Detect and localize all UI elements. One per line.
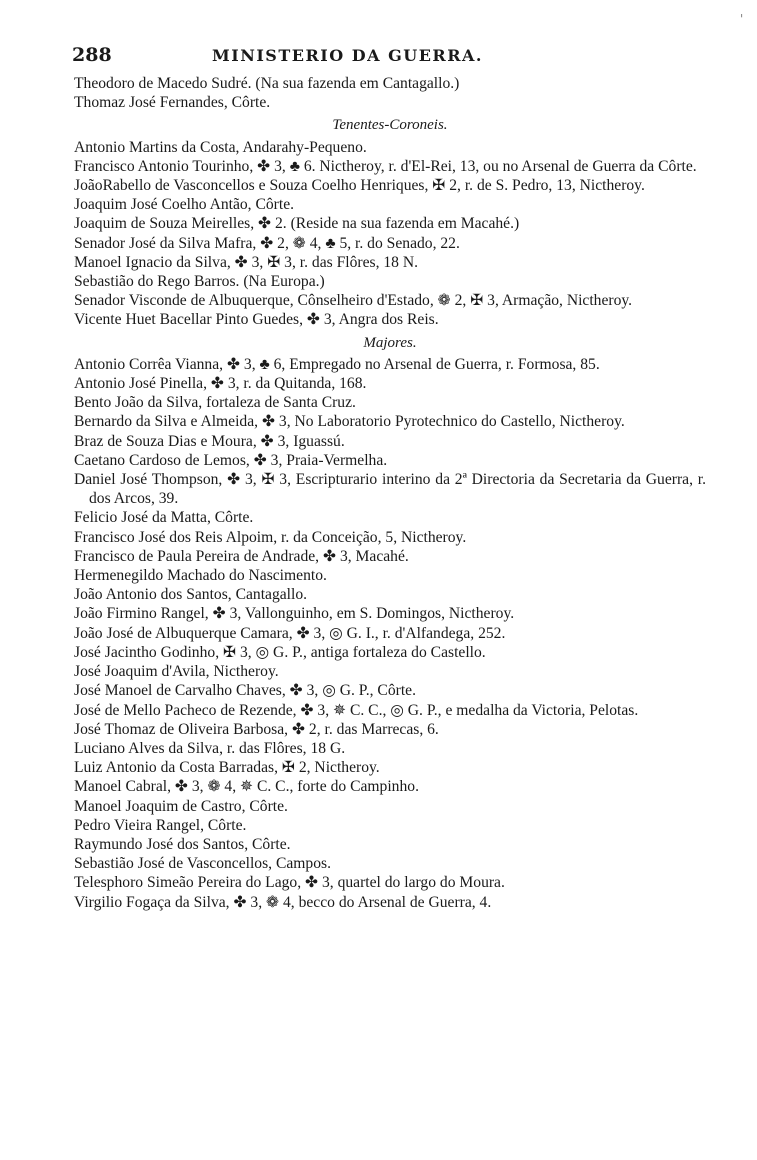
roster-entry: Luciano Alves da Silva, r. das Flôres, 18 G. xyxy=(74,739,346,757)
roster-entry: Antonio José Pinella, ✤ 3, r. da Quitanda, 168. xyxy=(74,375,367,393)
roster-entry: Pedro Vieira Rangel, Côrte. xyxy=(74,816,247,834)
intro-entry: Thomaz José Fernandes, Côrte. xyxy=(74,94,271,112)
page-header xyxy=(72,44,712,68)
roster-entry: Antonio Corrêa Vianna, ✤ 3, ♣ 6, Empregado no Arsenal de Guerra, r. Formosa, 85. xyxy=(74,355,600,373)
roster-entry: JoãoRabello de Vasconcellos e Souza Coelho Henriques, ✠ 2, r. de S. Pedro, 13, Nictheroy. xyxy=(74,177,645,195)
roster-entry: José Manoel de Carvalho Chaves, ✤ 3, ◎ G. P., Côrte. xyxy=(74,682,416,700)
roster-entry: Sebastião do Rego Barros. (Na Europa.) xyxy=(74,273,325,291)
roster-entry: Luiz Antonio da Costa Barradas, ✠ 2, Nictheroy. xyxy=(74,759,380,777)
roster-entry: Manoel Joaquim de Castro, Côrte. xyxy=(74,797,288,815)
roster-entry: Virgilio Fogaça da Silva, ✤ 3, ❁ 4, becco do Arsenal de Guerra, 4. xyxy=(74,893,492,911)
roster-entry: Senador José da Silva Mafra, ✤ 2, ❁ 4, ♣ 5, r. do Senado, 22. xyxy=(74,234,460,252)
roster-entry: Hermenegildo Machado do Nascimento. xyxy=(74,567,327,585)
roster-entry: Joaquim de Souza Meirelles, ✤ 2. (Reside na sua fazenda em Macahé.) xyxy=(74,215,520,233)
page-body xyxy=(74,74,706,912)
roster-entry: Bernardo da Silva e Almeida, ✤ 3, No Laboratorio Pyrotechnico do Castello, Nictheroy. xyxy=(74,413,625,431)
roster-entry: Joaquim José Coelho Antão, Côrte. xyxy=(74,196,295,214)
roster-entry: Caetano Cardoso de Lemos, ✤ 3, Praia-Vermelha. xyxy=(74,451,388,469)
roster-entry: João Antonio dos Santos, Cantagallo. xyxy=(74,586,308,604)
roster-entry: João Firmino Rangel, ✤ 3, Vallonguinho, em S. Domingos, Nictheroy. xyxy=(74,605,515,623)
roster-entry: João José de Albuquerque Camara, ✤ 3, ◎ G. I., r. d'Alfandega, 252. xyxy=(74,624,506,642)
intro-entry: Theodoro de Macedo Sudré. (Na sua fazenda em Cantagallo.) xyxy=(74,75,460,92)
roster-entry: Antonio Martins da Costa, Andarahy-Pequeno. xyxy=(74,138,367,156)
roster-entry: Bento João da Silva, fortaleza de Santa Cruz. xyxy=(74,394,356,412)
roster-entry: Francisco José dos Reis Alpoim, r. da Conceição, 5, Nictheroy. xyxy=(74,528,467,546)
roster-entry: Manoel Cabral, ✤ 3, ❁ 4, ✵ C. C., forte do Campinho. xyxy=(74,778,419,796)
roster-entry: Raymundo José dos Santos, Côrte. xyxy=(74,835,291,853)
roster-entry: Sebastião José de Vasconcellos, Campos. xyxy=(74,855,331,873)
running-head: MINISTERIO DA GUERRA. xyxy=(212,46,483,65)
roster-entry: Francisco Antonio Tourinho, ✤ 3, ♣ 6. Nictheroy, r. d'El-Rei, 13, ou no Arsenal de Guerra da Côrte. xyxy=(74,157,697,175)
roster-entry: José Jacintho Godinho, ✠ 3, ◎ G. P., antiga fortaleza do Castello. xyxy=(74,643,486,661)
sections xyxy=(74,116,706,911)
roster-entry: Manoel Ignacio da Silva, ✤ 3, ✠ 3, r. das Flôres, 18 N. xyxy=(74,253,419,271)
roster-entry: José Thomaz de Oliveira Barbosa, ✤ 2, r. das Marrecas, 6. xyxy=(74,720,439,738)
roster-entry: Daniel José Thompson, ✤ 3, ✠ 3, Escripturario interino da 2ª Directoria da Secretaria da Guerra, r. dos Arcos, 39. xyxy=(74,471,706,508)
roster-entry: Francisco de Paula Pereira de Andrade, ✤ 3, Macahé. xyxy=(74,547,409,565)
roster-entry: José de Mello Pacheco de Rezende, ✤ 3, ✵ C. C., ◎ G. P., e medalha da Victoria, Pelotas. xyxy=(74,701,639,719)
roster-entry: Vicente Huet Bacellar Pinto Guedes, ✤ 3, Angra dos Reis. xyxy=(74,311,439,329)
margin-mark: ' xyxy=(740,12,744,26)
page-number: 288 xyxy=(72,44,112,66)
roster-entry: Telesphoro Simeão Pereira do Lago, ✤ 3, quartel do largo do Moura. xyxy=(74,874,505,892)
section-title: Tenentes-Coroneis. xyxy=(332,117,448,134)
section-title: Majores. xyxy=(363,334,417,351)
roster-entry: Felicio José da Matta, Côrte. xyxy=(74,509,254,527)
roster-entry: Braz de Souza Dias e Moura, ✤ 3, Iguassú. xyxy=(74,432,345,450)
roster-entry: Senador Visconde de Albuquerque, Cônselheiro d'Estado, ❁ 2, ✠ 3, Armação, Nictheroy. xyxy=(74,292,633,310)
roster-entry: José Joaquim d'Avila, Nictheroy. xyxy=(74,663,279,681)
